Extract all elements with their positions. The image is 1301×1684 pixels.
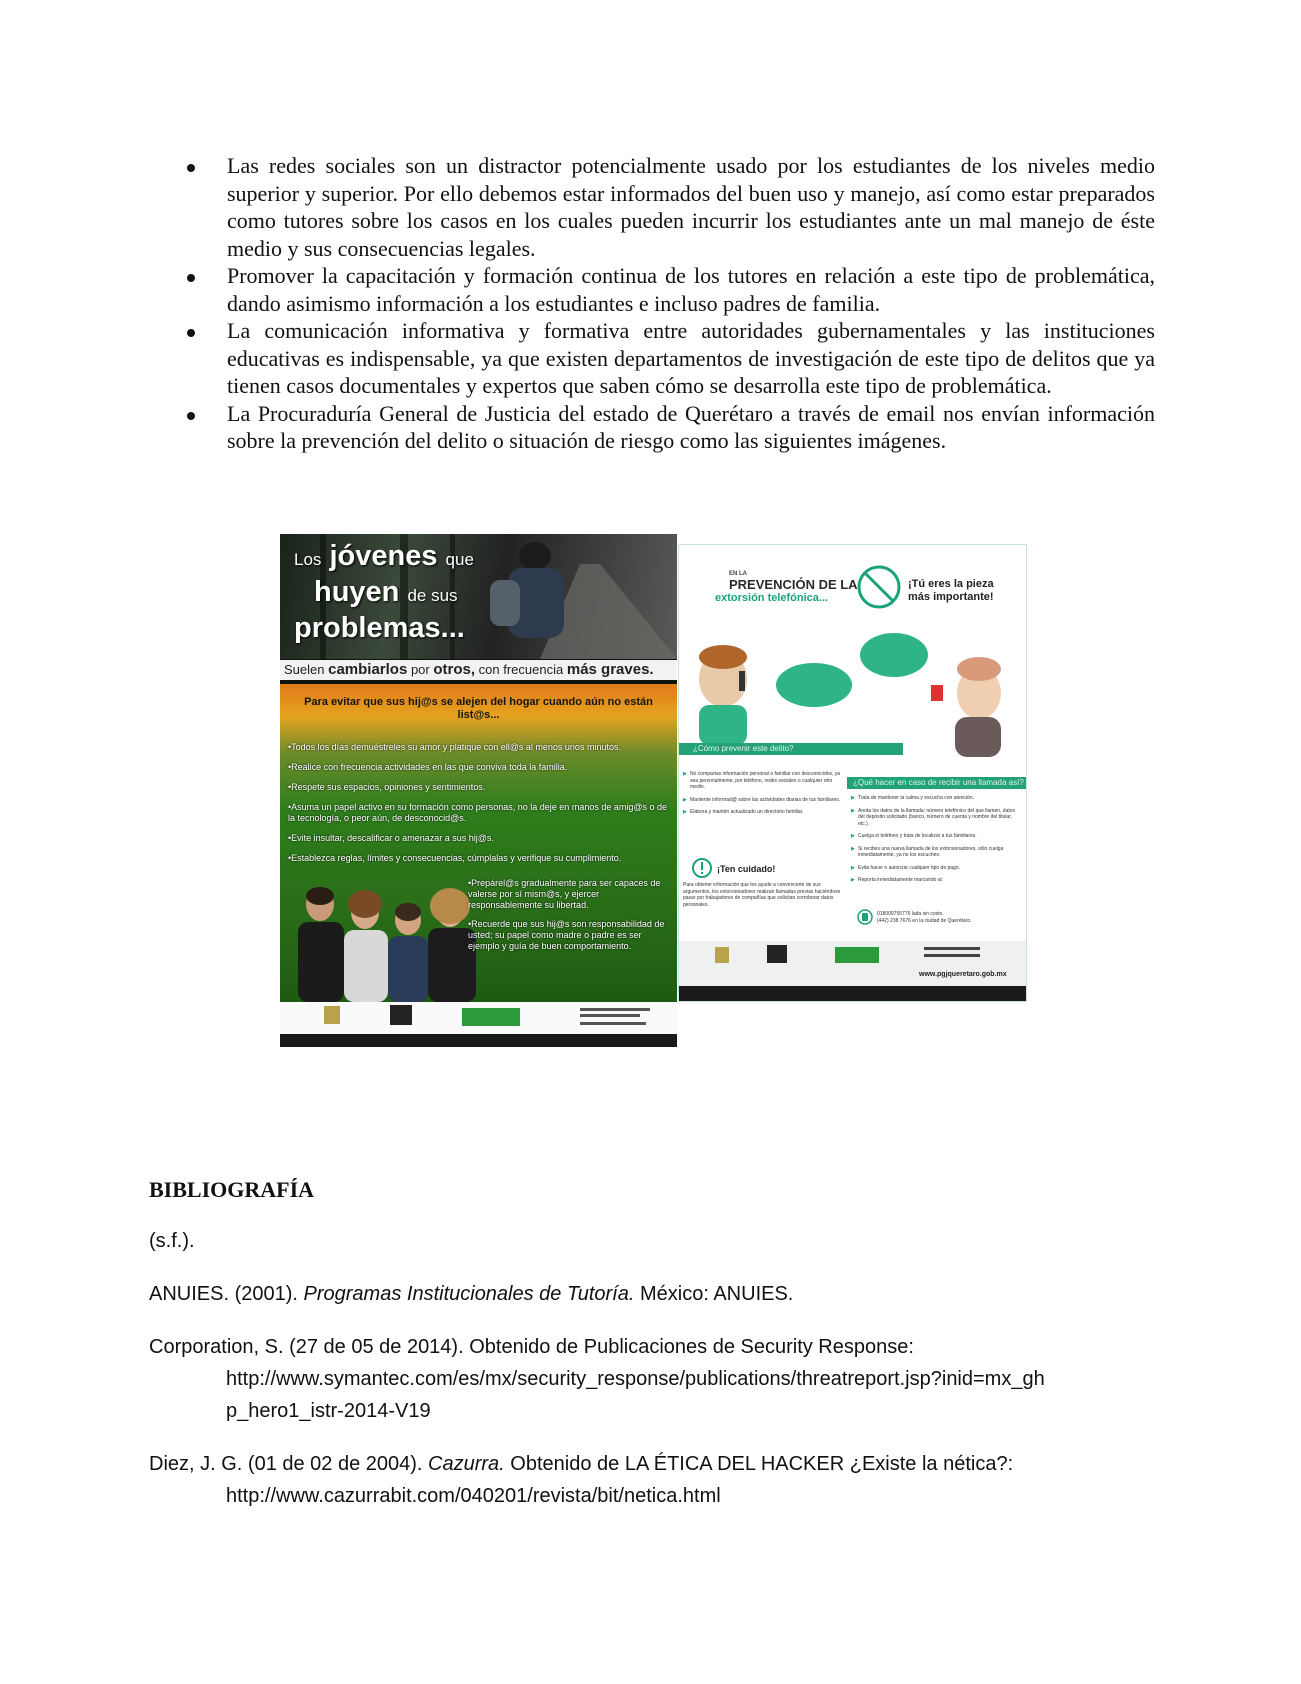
bibliography-list <box>149 1225 1149 1533</box>
title-los: Los <box>294 550 322 569</box>
bullet-dot-icon <box>187 164 195 172</box>
prevent-item: ▶ Mantente informad@ sobre las actividades diarias de tus familiares. <box>683 797 843 804</box>
bib-entry <box>149 1278 1149 1310</box>
bib-url[interactable]: http://www.symantec.com/es/mx/security_response/publications/threatreport.jsp?inid=mx_gh <box>226 1368 1045 1390</box>
bib-url-continuation[interactable]: p_hero1_istr-2014-V19 <box>226 1400 431 1422</box>
bib-entry <box>149 1331 1149 1427</box>
bib-entry <box>149 1225 1149 1257</box>
bib-entry <box>149 1448 1149 1512</box>
bullet-text: Promover la capacitación y formación continua de los tutores en relación a este tipo de problemática, dando asimismo información a los estudiantes e incluso padres de familia. <box>227 263 1155 316</box>
title-huyen: huyen <box>314 576 400 608</box>
poster2-prevencion: PREVENCIÓN DE LA <box>729 577 858 592</box>
poster-extorsion <box>678 544 1027 1002</box>
poster2-footer-logos <box>679 941 1026 971</box>
tip-item: •Establezca reglas, límites y consecuencias, cúmplalas y verifique su cumplimiento. <box>288 853 622 863</box>
title-jovenes: jóvenes <box>329 540 438 572</box>
bib-publisher: México: ANUIES. <box>634 1283 794 1305</box>
title-que: que <box>445 550 474 569</box>
tip-item: •Respete sus espacios, opiniones y sentimientos. <box>288 782 486 792</box>
bib-title: Programas Institucionales de Tutoría. <box>303 1283 635 1305</box>
band-cambiarlos: cambiarlos <box>328 661 408 678</box>
poster-tips <box>288 742 668 873</box>
family-photo <box>280 874 480 1002</box>
bib-url[interactable]: http://www.cazurrabit.com/040201/revista/bit/netica.html <box>226 1485 721 1507</box>
bib-entry-text: (s.f.). <box>149 1230 195 1252</box>
bib-author: ANUIES. (2001). <box>149 1283 304 1305</box>
poster-tips-secondary <box>468 878 668 960</box>
bullet-item <box>192 262 1155 317</box>
bullet-text: La Procuraduría General de Justicia del estado de Querétaro a través de email nos envían información sobre la prevención del delito o situación de riesgo como las siguientes imágenes. <box>227 400 1155 453</box>
poster2-careful: ¡Ten cuidado! <box>717 864 776 874</box>
phone-line: (442) 238 7676 en la ciudad de Querétaro. <box>877 917 972 924</box>
poster2-ribbon-call: ¿Qué hacer en caso de recibir una llamada así? <box>847 777 1027 789</box>
prevencion-logo-icon <box>462 1008 520 1026</box>
phone-icon <box>857 909 873 925</box>
bullet-text: La comunicación informativa y formativa entre autoridades gubernamentales y las instituciones educativas es indispensable, ya que existen departamentos de investigación de este tipo de delitos que ya tienen casos documentales y expertos que saben cómo se desarrolla este tipo de problemática. <box>227 318 1155 398</box>
poster-footer-logos <box>280 1002 677 1034</box>
tip-item: •Asuma un papel activo en su formación como personas, no la deje en manos de amig@s o de la tecnología, o peor aún, de desconocid@s. <box>288 802 668 823</box>
band-suelen: Suelen <box>284 662 325 677</box>
call-item: ▶ Reporta inmediatamente marcando al: <box>851 877 1021 884</box>
bullet-dot-icon <box>187 274 195 282</box>
poster-disclaimer-strip <box>280 1034 677 1047</box>
poster2-prevent-list <box>683 771 843 822</box>
call-item: ▶ Trata de mantener la calma y escucha con atención. <box>851 795 1021 802</box>
bib-author: Diez, J. G. (01 de 02 de 2004). <box>149 1453 429 1475</box>
bullet-item <box>192 317 1155 400</box>
queretaro-seal-icon <box>324 1006 340 1024</box>
bullet-list <box>192 152 1155 455</box>
pgj-logo-icon <box>767 945 787 963</box>
bullet-item <box>192 400 1155 455</box>
speech-bubble-icon <box>776 663 852 707</box>
poster-title-line1 <box>294 540 474 573</box>
call-item: ▶ Si recibes una nueva llamada de los extorsionadores, sólo cuelga inmediatamente, ya no los escuches. <box>851 846 1021 859</box>
bullet-text: Las redes sociales son un distractor potencialmente usado por los estudiantes de los niveles medio superior y superior. Por ello debemos estar informados del buen uso y manejo, así como estar preparados como tutores sobre los casos en los cuales pueden incurrir los estudiantes ante un mal manejo de éste medio y sus consecuencias legales. <box>227 153 1155 261</box>
bullet-dot-icon <box>187 412 195 420</box>
title-de-sus: de sus <box>407 586 458 605</box>
poster2-call-list <box>851 795 1021 890</box>
poster2-ribbon-prevent: ¿Cómo prevenir este delito? <box>679 743 903 755</box>
tip-item: •Todos los días demuéstreles su amor y platique con ell@s al menos unos minutos. <box>288 742 621 752</box>
poster2-info: Para obtener información que les ayude a convencerte de sus argumentos, los extorsionadores realizan llamadas previas haciéndose pasar por trabajadores de compañías que solicitan corroborar datos personales. <box>683 882 841 908</box>
poster-headline: Para evitar que sus hij@s se alejen del hogar cuando aún no están list@s... <box>304 696 653 721</box>
poster2-pieza: ¡Tú eres la pieza más importante! <box>908 578 994 603</box>
bibliography-title: BIBLIOGRAFÍA <box>149 1177 315 1202</box>
call-item: ▶ Anota los datos de la llamada: número telefónico del que llamen, datos del depósito solicitado (banco, número de cuenta y nombre del titular, etc.). <box>851 808 1021 828</box>
band-por: por <box>410 662 430 677</box>
poster2-disclaimer-strip <box>679 986 1026 1001</box>
speech-bubble-icon <box>860 633 928 677</box>
call-item: ▶ Evita hacer o autorizar cualquier tipo de pago. <box>851 865 1021 872</box>
poster-title-line3: problemas... <box>294 612 465 644</box>
tip-item: •Recuerde que sus hij@s son responsabilidad de usted; su papel como madre o padre es ser ejemplo y guía de buen comportamiento. <box>468 919 665 951</box>
band-otros: otros, <box>433 661 476 678</box>
bib-title: Cazurra. <box>428 1453 505 1475</box>
call-item: ▶ Cuelga el teléfono y trata de localizar a tus familiares. <box>851 833 1021 840</box>
tip-item: •Evite insultar, descalificar o amenazar a sus hij@s. <box>288 833 494 843</box>
poster2-website: www.pgjqueretaro.gob.mx <box>919 971 1007 978</box>
bullet-item <box>192 152 1155 262</box>
queretaro-seal-icon <box>715 947 729 963</box>
band-con-frecuencia: con frecuencia <box>478 662 564 677</box>
poster2-en-la: EN LA <box>729 571 747 577</box>
prevent-item: ▶ No compartas información personal o familiar con desconocidos, ya sea personalmente, por teléfono, redes sociales o cualquier otro medio. <box>683 771 843 791</box>
bib-author: Corporation, S. (27 de 05 de 2014). Obtenido de Publicaciones de Security Response: <box>149 1336 914 1358</box>
band-mas-graves: más graves. <box>566 661 654 678</box>
phone-line: 018009755776 lada sin costo. <box>877 911 944 917</box>
tip-item: •Realice con frecuencia actividades en las que conviva toda la familia. <box>288 762 568 772</box>
prevent-item: ▶ Elabora y mantén actualizado un directorio familiar. <box>683 809 843 816</box>
exclamation-icon <box>691 857 713 879</box>
poster2-extorsion: extorsión telefónica... <box>715 592 829 604</box>
poster-band <box>280 660 677 680</box>
poster-jovenes <box>280 534 677 1047</box>
bullet-dot-icon <box>187 329 195 337</box>
bib-source: Obtenido de LA ÉTICA DEL HACKER ¿Existe la nética?: <box>504 1453 1014 1475</box>
poster-title-line2 <box>314 576 458 609</box>
tip-item: •Prepárel@s gradualmente para ser capaces de valerse por sí mism@s, y ejercer responsablemente su libertad. <box>468 878 661 910</box>
pgj-logo-icon <box>390 1005 412 1025</box>
poster2-phones <box>877 911 972 924</box>
prevencion-logo-icon <box>835 947 879 963</box>
poster2-footer <box>679 941 1026 986</box>
